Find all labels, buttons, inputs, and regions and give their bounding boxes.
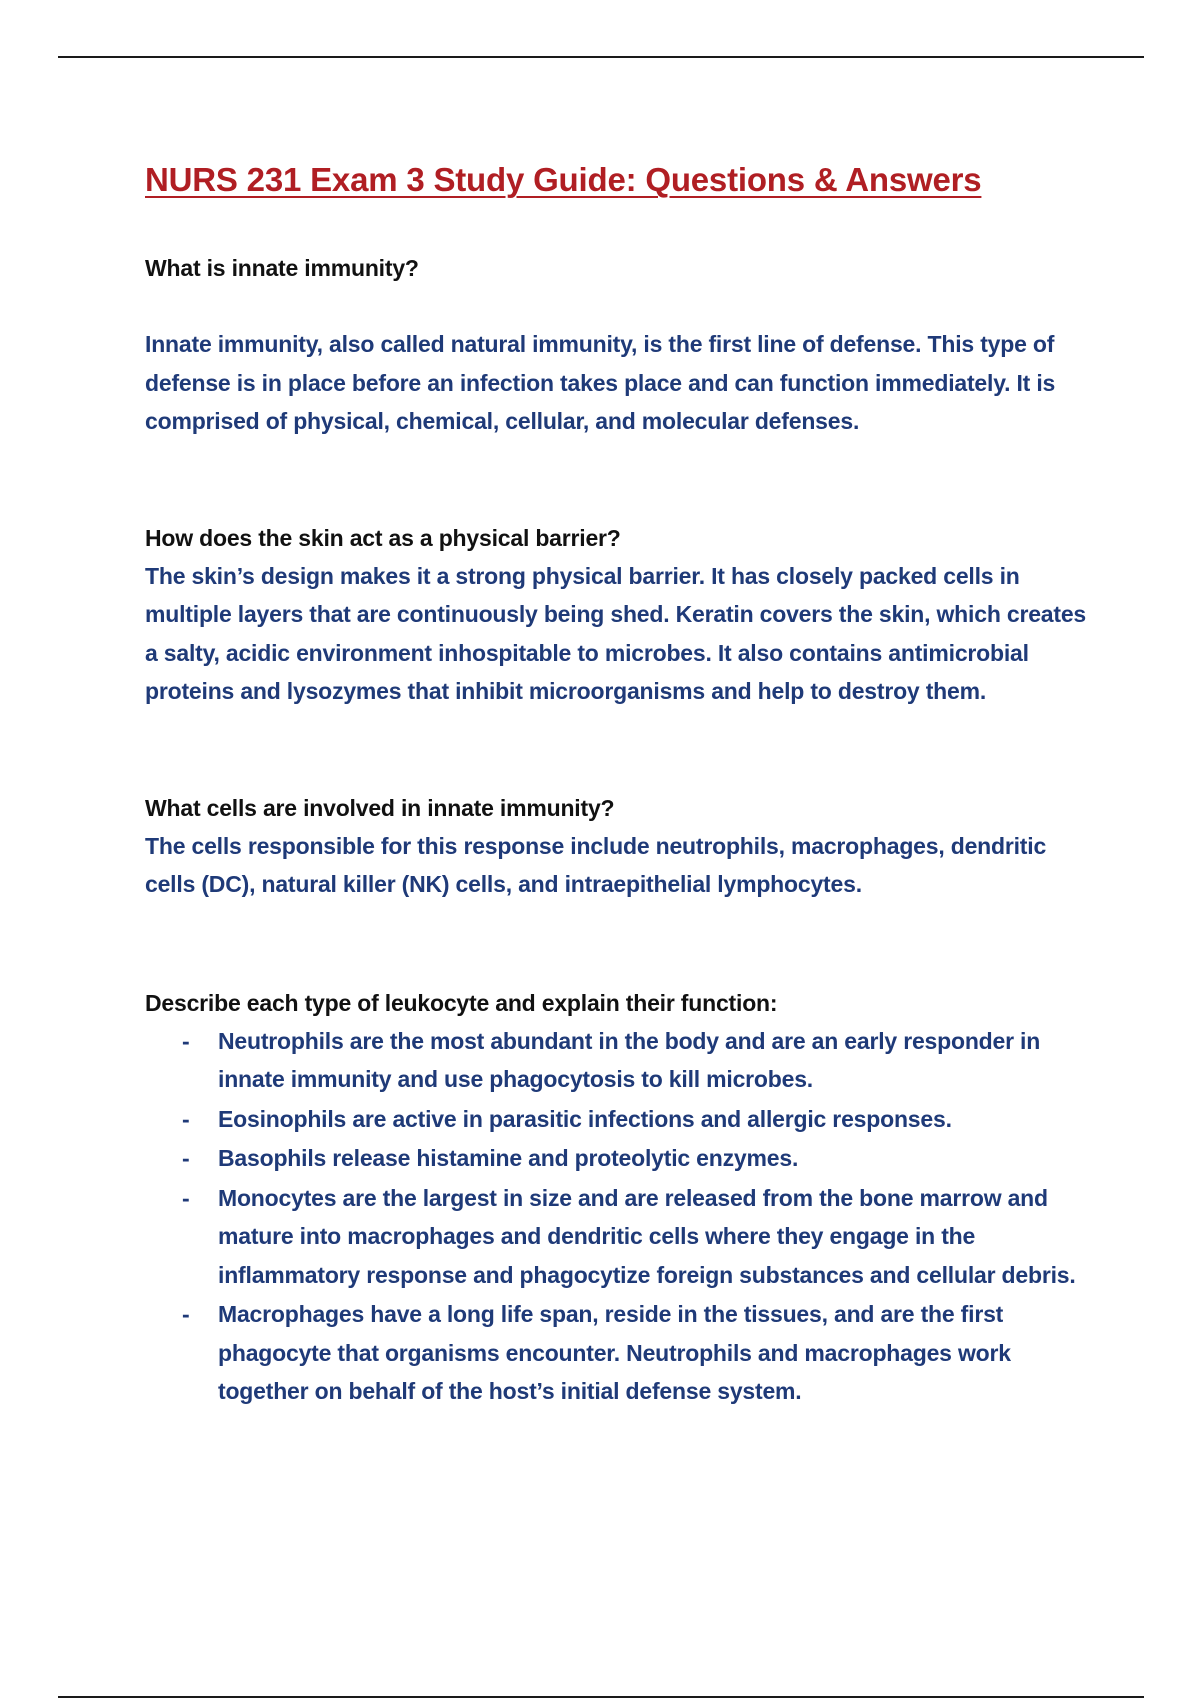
list-item-text: Macrophages have a long life span, reside in the tissues, and are the first phagocyte that organisms encounter. Neutrophils and macrophages work together on behalf of the host’s initial defense system. — [218, 1301, 1011, 1404]
bottom-rule — [58, 1696, 1144, 1698]
list-item-text: Eosinophils are active in parasitic infections and allergic responses. — [218, 1105, 952, 1132]
top-rule — [58, 56, 1144, 58]
list-item-text: Monocytes are the largest in size and are released from the bone marrow and mature into macrophages and dendritic cells where they engage in the inflammatory response and phagocytize foreign substances and cellular debris. — [218, 1184, 1076, 1288]
qa-section-innate-immunity — [145, 249, 1095, 441]
list-item — [182, 1139, 1078, 1178]
qa-section-innate-cells — [145, 789, 1095, 904]
leukocyte-list — [145, 1022, 1078, 1411]
answer-text: The skin’s design makes it a strong physical barrier. It has closely packed cells in multiple layers that are continuously being shed. Keratin covers the skin, which creates a salty, acidic environment inhospitable to microbes. It also contains antimicrobial proteins and lysozymes that inhibit microorganisms and help to destroy them. — [145, 562, 1087, 704]
question-text: How does the skin act as a physical barrier? — [145, 524, 621, 551]
bullet-dash: - — [182, 1301, 190, 1327]
list-item-text: Neutrophils are the most abundant in the body and are an early responder in innate immunity and use phagocytosis to kill microbes. — [218, 1027, 1041, 1092]
bullet-dash: - — [182, 1145, 190, 1171]
question-text: Describe each type of leukocyte and explain their function: — [145, 989, 778, 1016]
bullet-dash: - — [182, 1027, 190, 1054]
list-item — [182, 1179, 1078, 1295]
bullet-dash: - — [182, 1105, 190, 1132]
answer-text: Innate immunity, also called natural immunity, is the first line of defense. This type of defense is in place before an infection takes place and can function immediately. It is comprised of physical, chemical, cellular, and molecular defenses. — [145, 331, 1056, 434]
study-guide-page — [145, 157, 1095, 1412]
bullet-dash: - — [182, 1184, 190, 1211]
list-item — [182, 1022, 1078, 1099]
answer-text: The cells responsible for this response include neutrophils, macrophages, dendritic cells (DC), natural killer (NK) cells, and intraepithelial lymphocytes. — [145, 832, 1047, 897]
list-item-text: Basophils release histamine and proteolytic enzymes. — [218, 1145, 799, 1171]
qa-section-skin-barrier — [145, 519, 1095, 711]
list-item — [182, 1100, 1078, 1139]
page-title: NURS 231 Exam 3 Study Guide: Questions & Answers — [145, 161, 982, 198]
question-text: What is innate immunity? — [145, 255, 419, 281]
qa-section-leukocytes — [145, 984, 1095, 1411]
question-text: What cells are involved in innate immunity? — [145, 794, 615, 821]
list-item — [182, 1295, 1078, 1411]
